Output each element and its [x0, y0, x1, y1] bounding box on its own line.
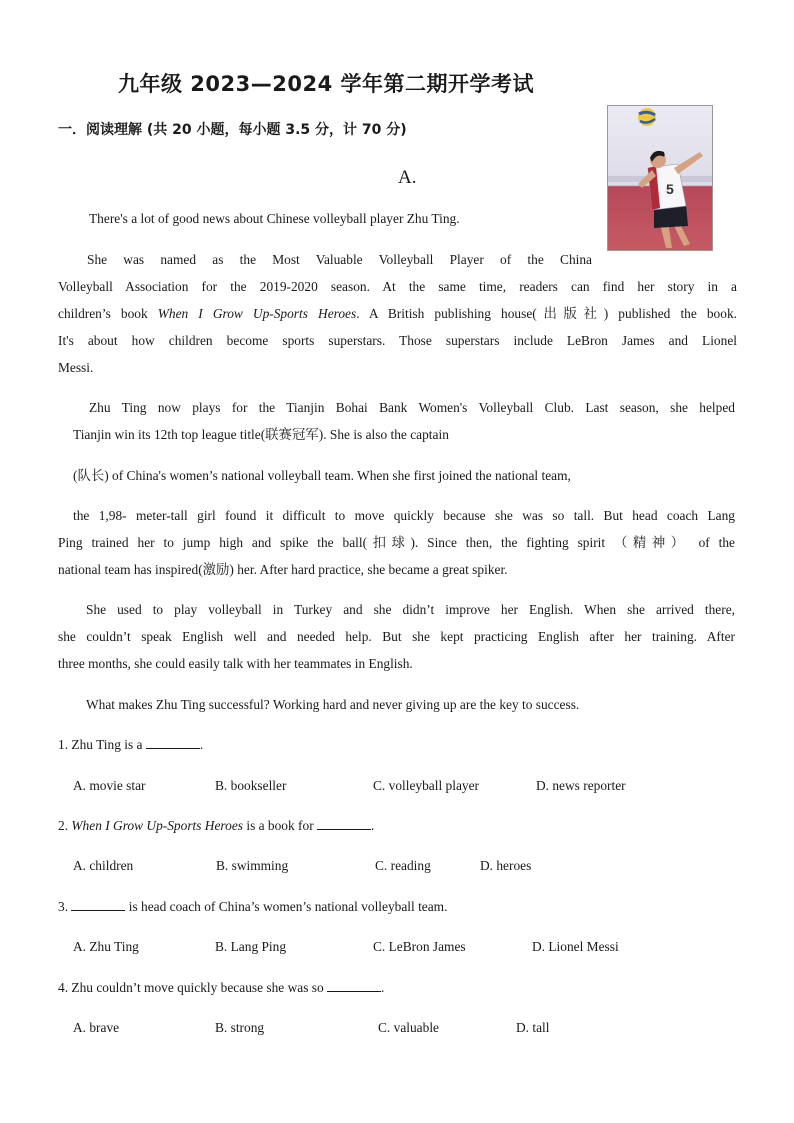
passage-paragraph-1: There's a lot of good news about Chinese volleyball player Zhu Ting.: [89, 211, 460, 226]
question-3-option-b[interactable]: B. Lang Ping: [215, 939, 287, 954]
volleyball-player-icon: [608, 106, 712, 250]
answer-blank[interactable]: [71, 898, 125, 911]
question-1-option-b[interactable]: B. bookseller: [215, 778, 287, 793]
question-1-option-a[interactable]: A. movie star: [73, 778, 146, 793]
answer-blank[interactable]: [146, 736, 200, 749]
question-2-option-c[interactable]: C. reading: [375, 858, 431, 873]
section-heading: 一．阅读理解 (共 20 小题，每小题 3.5 分，计 70 分): [58, 122, 407, 138]
question-text: is head coach of China’s women’s national volleyball team.: [125, 899, 448, 914]
text-segment: children’s book: [58, 306, 158, 321]
passage-paragraph-3-line-1: Zhu Ting now plays for the Tianjin Bohai Bank Women's Volleyball Club. Last season, she helped: [89, 400, 735, 415]
question-1-stem: [58, 731, 203, 758]
answer-blank[interactable]: [317, 817, 371, 830]
question-4-option-a[interactable]: A. brave: [73, 1020, 120, 1035]
question-3-option-d[interactable]: D. Lionel Messi: [532, 939, 619, 954]
passage-paragraph-2-line-1: She was named as the Most Valuable Volleyball Player of the China: [87, 252, 592, 267]
question-2-option-a[interactable]: A. children: [73, 858, 134, 873]
passage-paragraph-2-line-3: [58, 300, 737, 327]
passage-paragraph-4-line-1: She used to play volleyball in Turkey and she didn’t improve her English. When she arrived there,: [86, 602, 735, 617]
question-2-stem: [58, 812, 374, 839]
question-text: Zhu Ting is a: [71, 737, 146, 752]
question-4-option-d[interactable]: D. tall: [516, 1020, 550, 1035]
question-4-option-b[interactable]: B. strong: [215, 1020, 265, 1035]
svg-text:5: 5: [666, 181, 674, 197]
passage-paragraph-3-line-6: national team has inspired(激励) her. After hard practice, she became a great spiker.: [58, 562, 508, 577]
passage-paragraph-5: What makes Zhu Ting successful? Working hard and never giving up are the key to success.: [86, 697, 580, 712]
passage-paragraph-2-line-5: Messi.: [58, 360, 94, 375]
passage-paragraph-4-line-3: three months, she could easily talk with her teammates in English.: [58, 656, 413, 671]
question-1-option-c[interactable]: C. volleyball player: [373, 778, 479, 793]
passage-paragraph-3-line-4: the 1,98- meter-tall girl found it difficult to move quickly because she was so tall. But head coach Lang: [73, 508, 735, 523]
question-number: 2.: [58, 818, 69, 833]
passage-label: A.: [398, 167, 417, 188]
question-2-option-d[interactable]: D. heroes: [480, 858, 532, 873]
question-text: Zhu couldn’t move quickly because she was so: [71, 980, 328, 995]
question-3-option-a[interactable]: A. Zhu Ting: [73, 939, 139, 954]
question-number: 4.: [58, 980, 69, 995]
question-text: .: [199, 737, 204, 752]
book-title: When I Grow Up-Sports Heroes: [71, 818, 243, 833]
passage-paragraph-2-line-2: Volleyball Association for the 2019-2020 season. At the same time, readers can find her story in a: [58, 279, 737, 294]
passage-paragraph-4-line-2: she couldn’t speak English well and needed help. But she kept practicing English after her training. After: [58, 629, 735, 644]
question-1-option-d[interactable]: D. news reporter: [536, 778, 626, 793]
text-segment: . A British publishing house(出版社) published the book.: [356, 306, 737, 321]
question-3-stem: [58, 893, 447, 920]
question-number: 1.: [58, 737, 69, 752]
question-4-stem: [58, 974, 384, 1001]
question-number: 3.: [58, 899, 69, 914]
question-2-option-b[interactable]: B. swimming: [216, 858, 289, 873]
answer-blank[interactable]: [327, 979, 381, 992]
question-text: .: [381, 980, 385, 995]
passage-paragraph-3-line-2: Tianjin win its 12th top league title(联赛冠军). She is also the captain: [73, 427, 449, 442]
passage-paragraph-3-line-3: (队长) of China's women’s national volleyball team. When she first joined the national team,: [73, 468, 571, 483]
book-title: When I Grow Up-Sports Heroes: [157, 306, 357, 321]
page-title: 九年级 2023—2024 学年第二期开学考试: [118, 72, 535, 96]
passage-paragraph-3-line-5: Ping trained her to jump high and spike the ball(扣球). Since then, the fighting spirit （精神） of the: [58, 535, 735, 550]
question-3-option-c[interactable]: C. LeBron James: [373, 939, 466, 954]
question-text: is a book for: [243, 818, 318, 833]
question-text: .: [371, 818, 375, 833]
question-4-option-c[interactable]: C. valuable: [378, 1020, 439, 1035]
volleyball-player-photo: [607, 105, 713, 251]
passage-paragraph-2-line-4: It's about how children become sports superstars. Those superstars include LeBron James and Lionel: [58, 333, 737, 348]
